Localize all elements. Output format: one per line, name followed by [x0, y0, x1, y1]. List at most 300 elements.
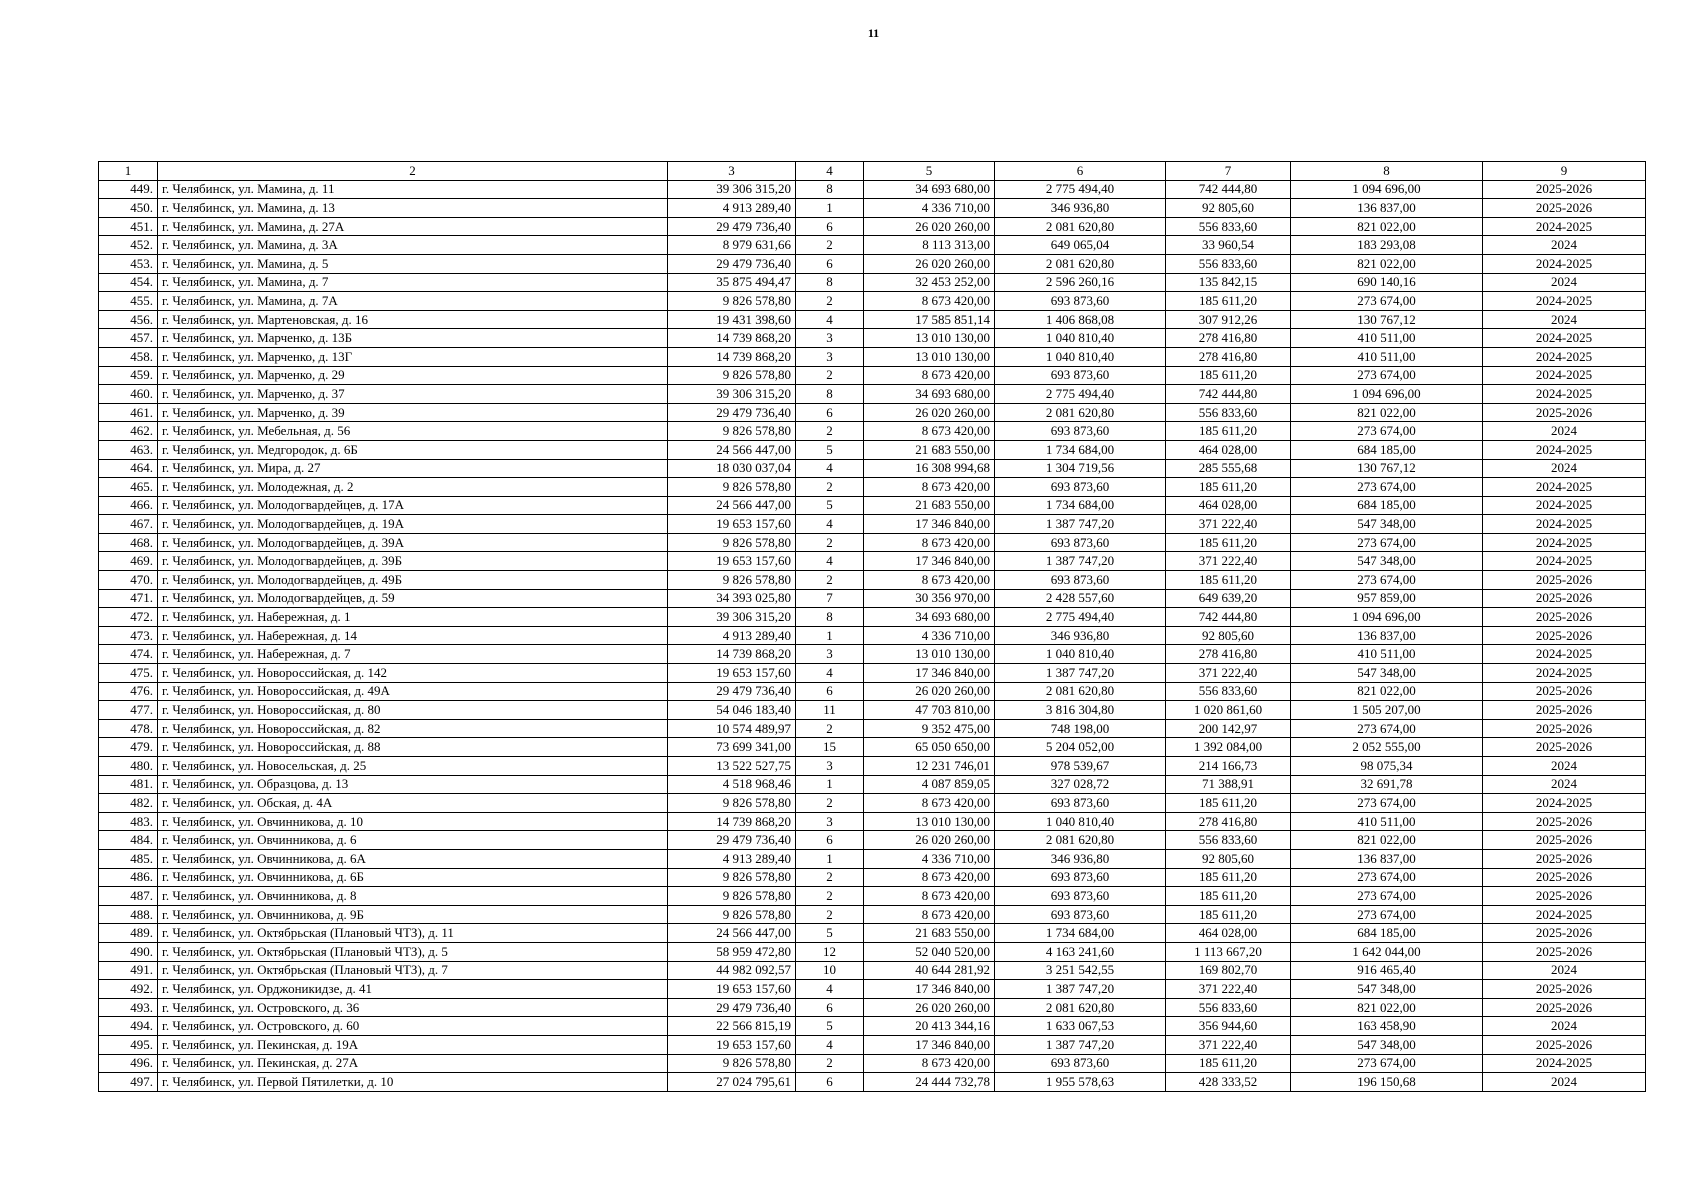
total-cost-cell: 29 479 736,40 — [668, 403, 796, 422]
total-cost-cell: 34 393 025,80 — [668, 589, 796, 608]
cost-cell-6: 693 873,60 — [995, 533, 1166, 552]
period-cell: 2024-2025 — [1483, 515, 1646, 534]
table-row — [99, 998, 1646, 1017]
address-cell: г. Челябинск, ул. Набережная, д. 14 — [158, 626, 668, 645]
total-cost-cell: 19 653 157,60 — [668, 552, 796, 571]
address-cell: г. Челябинск, ул. Орджоникидзе, д. 41 — [158, 980, 668, 999]
cost-cell-6: 1 387 747,20 — [995, 552, 1166, 571]
table-row — [99, 719, 1646, 738]
cost-cell-6: 1 387 747,20 — [995, 1035, 1166, 1054]
address-cell: г. Челябинск, ул. Марченко, д. 29 — [158, 366, 668, 385]
cost-cell-7: 464 028,00 — [1166, 924, 1291, 943]
row-number-cell: 463. — [99, 440, 158, 459]
row-number-cell: 459. — [99, 366, 158, 385]
count-cell: 7 — [796, 589, 864, 608]
period-cell: 2025-2026 — [1483, 849, 1646, 868]
cost-cell-7: 185 611,20 — [1166, 887, 1291, 906]
cost-cell-7: 92 805,60 — [1166, 199, 1291, 218]
cost-cell-5: 24 444 732,78 — [864, 1073, 995, 1092]
table-row — [99, 552, 1646, 571]
cost-cell-6: 693 873,60 — [995, 366, 1166, 385]
cost-cell-8: 130 767,12 — [1291, 310, 1483, 329]
cost-cell-5: 16 308 994,68 — [864, 459, 995, 478]
cost-cell-5: 32 453 252,00 — [864, 273, 995, 292]
total-cost-cell: 9 826 578,80 — [668, 366, 796, 385]
count-cell: 3 — [796, 329, 864, 348]
page-number: 11 — [867, 26, 880, 40]
count-cell: 2 — [796, 719, 864, 738]
period-cell: 2025-2026 — [1483, 812, 1646, 831]
cost-cell-8: 821 022,00 — [1291, 254, 1483, 273]
cost-cell-7: 464 028,00 — [1166, 440, 1291, 459]
total-cost-cell: 44 982 092,57 — [668, 961, 796, 980]
count-cell: 4 — [796, 664, 864, 683]
table-row — [99, 478, 1646, 497]
cost-cell-7: 556 833,60 — [1166, 254, 1291, 273]
cost-cell-7: 185 611,20 — [1166, 366, 1291, 385]
cost-cell-8: 410 511,00 — [1291, 329, 1483, 348]
row-number-cell: 487. — [99, 887, 158, 906]
table-row — [99, 905, 1646, 924]
row-number-cell: 456. — [99, 310, 158, 329]
cost-cell-7: 285 555,68 — [1166, 459, 1291, 478]
cost-cell-6: 2 596 260,16 — [995, 273, 1166, 292]
row-number-cell: 451. — [99, 217, 158, 236]
cost-cell-5: 65 050 650,00 — [864, 738, 995, 757]
cost-cell-7: 464 028,00 — [1166, 496, 1291, 515]
row-number-cell: 461. — [99, 403, 158, 422]
total-cost-cell: 9 826 578,80 — [668, 571, 796, 590]
count-cell: 10 — [796, 961, 864, 980]
cost-cell-6: 2 081 620,80 — [995, 254, 1166, 273]
total-cost-cell: 14 739 868,20 — [668, 812, 796, 831]
cost-cell-7: 1 020 861,60 — [1166, 701, 1291, 720]
address-cell: г. Челябинск, ул. Октябрьская (Плановый ЧТЗ), д. 5 — [158, 942, 668, 961]
cost-cell-8: 273 674,00 — [1291, 1054, 1483, 1073]
cost-cell-7: 135 842,15 — [1166, 273, 1291, 292]
table-row — [99, 757, 1646, 776]
count-cell: 8 — [796, 608, 864, 627]
cost-cell-5: 13 010 130,00 — [864, 645, 995, 664]
cost-cell-6: 693 873,60 — [995, 887, 1166, 906]
cost-cell-8: 273 674,00 — [1291, 887, 1483, 906]
address-cell: г. Челябинск, ул. Набережная, д. 1 — [158, 608, 668, 627]
cost-cell-7: 185 611,20 — [1166, 794, 1291, 813]
cost-cell-8: 1 642 044,00 — [1291, 942, 1483, 961]
cost-cell-6: 2 775 494,40 — [995, 385, 1166, 404]
table-row — [99, 589, 1646, 608]
cost-cell-7: 742 444,80 — [1166, 608, 1291, 627]
cost-cell-7: 307 912,26 — [1166, 310, 1291, 329]
count-cell: 5 — [796, 924, 864, 943]
cost-cell-5: 4 336 710,00 — [864, 849, 995, 868]
address-cell: г. Челябинск, ул. Овчинникова, д. 9Б — [158, 905, 668, 924]
cost-cell-7: 371 222,40 — [1166, 980, 1291, 999]
address-cell: г. Челябинск, ул. Мамина, д. 27А — [158, 217, 668, 236]
count-cell: 8 — [796, 180, 864, 199]
row-number-cell: 452. — [99, 236, 158, 255]
period-cell: 2025-2026 — [1483, 998, 1646, 1017]
period-cell: 2025-2026 — [1483, 831, 1646, 850]
cost-cell-5: 8 673 420,00 — [864, 905, 995, 924]
total-cost-cell: 29 479 736,40 — [668, 217, 796, 236]
cost-cell-6: 2 081 620,80 — [995, 403, 1166, 422]
cost-cell-7: 556 833,60 — [1166, 217, 1291, 236]
cost-cell-8: 273 674,00 — [1291, 478, 1483, 497]
table-row — [99, 254, 1646, 273]
cost-cell-8: 1 094 696,00 — [1291, 608, 1483, 627]
period-cell: 2024-2025 — [1483, 347, 1646, 366]
row-number-cell: 449. — [99, 180, 158, 199]
cost-cell-6: 1 040 810,40 — [995, 329, 1166, 348]
count-cell: 4 — [796, 515, 864, 534]
total-cost-cell: 9 826 578,80 — [668, 1054, 796, 1073]
table-row — [99, 329, 1646, 348]
cost-cell-6: 1 734 684,00 — [995, 440, 1166, 459]
period-cell: 2025-2026 — [1483, 571, 1646, 590]
row-number-cell: 455. — [99, 292, 158, 311]
cost-cell-8: 136 837,00 — [1291, 199, 1483, 218]
cost-cell-5: 34 693 680,00 — [864, 608, 995, 627]
table-row — [99, 292, 1646, 311]
total-cost-cell: 35 875 494,47 — [668, 273, 796, 292]
cost-cell-8: 98 075,34 — [1291, 757, 1483, 776]
period-cell: 2024-2025 — [1483, 292, 1646, 311]
table-row — [99, 1017, 1646, 1036]
cost-cell-7: 185 611,20 — [1166, 905, 1291, 924]
total-cost-cell: 9 826 578,80 — [668, 868, 796, 887]
table-row — [99, 515, 1646, 534]
address-cell: г. Челябинск, ул. Мамина, д. 5 — [158, 254, 668, 273]
cost-cell-8: 410 511,00 — [1291, 347, 1483, 366]
total-cost-cell: 24 566 447,00 — [668, 924, 796, 943]
cost-cell-5: 8 673 420,00 — [864, 868, 995, 887]
address-cell: г. Челябинск, ул. Марченко, д. 39 — [158, 403, 668, 422]
cost-cell-5: 17 346 840,00 — [864, 515, 995, 534]
table-row — [99, 812, 1646, 831]
period-cell: 2024-2025 — [1483, 366, 1646, 385]
table-row — [99, 775, 1646, 794]
period-cell: 2025-2026 — [1483, 682, 1646, 701]
cost-cell-7: 92 805,60 — [1166, 626, 1291, 645]
column-header: 7 — [1166, 162, 1291, 181]
cost-cell-8: 821 022,00 — [1291, 682, 1483, 701]
count-cell: 2 — [796, 533, 864, 552]
row-number-cell: 481. — [99, 775, 158, 794]
table-row — [99, 236, 1646, 255]
cost-cell-5: 13 010 130,00 — [864, 347, 995, 366]
row-number-cell: 477. — [99, 701, 158, 720]
row-number-cell: 453. — [99, 254, 158, 273]
address-cell: г. Челябинск, ул. Молодогвардейцев, д. 17А — [158, 496, 668, 515]
table-row — [99, 571, 1646, 590]
column-header: 6 — [995, 162, 1166, 181]
cost-cell-8: 163 458,90 — [1291, 1017, 1483, 1036]
period-cell: 2024 — [1483, 775, 1646, 794]
table-row — [99, 961, 1646, 980]
cost-cell-7: 278 416,80 — [1166, 329, 1291, 348]
address-cell: г. Челябинск, ул. Обская, д. 4А — [158, 794, 668, 813]
cost-cell-8: 273 674,00 — [1291, 292, 1483, 311]
table-row — [99, 608, 1646, 627]
cost-cell-8: 684 185,00 — [1291, 440, 1483, 459]
address-cell: г. Челябинск, ул. Октябрьская (Плановый ЧТЗ), д. 11 — [158, 924, 668, 943]
table-row — [99, 701, 1646, 720]
cost-cell-7: 278 416,80 — [1166, 812, 1291, 831]
cost-cell-8: 821 022,00 — [1291, 217, 1483, 236]
cost-cell-5: 21 683 550,00 — [864, 440, 995, 459]
cost-cell-6: 1 387 747,20 — [995, 980, 1166, 999]
table-row — [99, 1054, 1646, 1073]
column-header: 9 — [1483, 162, 1646, 181]
cost-cell-5: 4 087 859,05 — [864, 775, 995, 794]
period-cell: 2024-2025 — [1483, 496, 1646, 515]
total-cost-cell: 54 046 183,40 — [668, 701, 796, 720]
total-cost-cell: 58 959 472,80 — [668, 942, 796, 961]
count-cell: 2 — [796, 1054, 864, 1073]
count-cell: 4 — [796, 459, 864, 478]
cost-cell-6: 5 204 052,00 — [995, 738, 1166, 757]
count-cell: 1 — [796, 199, 864, 218]
address-cell: г. Челябинск, ул. Овчинникова, д. 10 — [158, 812, 668, 831]
row-number-cell: 485. — [99, 849, 158, 868]
total-cost-cell: 14 739 868,20 — [668, 329, 796, 348]
address-cell: г. Челябинск, ул. Молодогвардейцев, д. 39А — [158, 533, 668, 552]
table-row — [99, 849, 1646, 868]
address-cell: г. Челябинск, ул. Мамина, д. 7 — [158, 273, 668, 292]
cost-cell-8: 273 674,00 — [1291, 905, 1483, 924]
cost-cell-7: 185 611,20 — [1166, 571, 1291, 590]
address-cell: г. Челябинск, ул. Островского, д. 60 — [158, 1017, 668, 1036]
count-cell: 1 — [796, 626, 864, 645]
table-row — [99, 645, 1646, 664]
address-cell: г. Челябинск, ул. Мамина, д. 13 — [158, 199, 668, 218]
address-cell: г. Челябинск, ул. Новороссийская, д. 142 — [158, 664, 668, 683]
period-cell: 2025-2026 — [1483, 924, 1646, 943]
address-cell: г. Челябинск, ул. Медгородок, д. 6Б — [158, 440, 668, 459]
cost-cell-5: 34 693 680,00 — [864, 385, 995, 404]
cost-cell-6: 693 873,60 — [995, 571, 1166, 590]
cost-cell-6: 346 936,80 — [995, 626, 1166, 645]
cost-cell-8: 273 674,00 — [1291, 868, 1483, 887]
cost-cell-6: 1 387 747,20 — [995, 515, 1166, 534]
cost-cell-6: 1 040 810,40 — [995, 347, 1166, 366]
cost-cell-6: 2 081 620,80 — [995, 831, 1166, 850]
cost-cell-7: 214 166,73 — [1166, 757, 1291, 776]
cost-cell-8: 547 348,00 — [1291, 515, 1483, 534]
table-row — [99, 422, 1646, 441]
total-cost-cell: 4 913 289,40 — [668, 199, 796, 218]
cost-cell-5: 8 673 420,00 — [864, 887, 995, 906]
count-cell: 2 — [796, 887, 864, 906]
row-number-cell: 494. — [99, 1017, 158, 1036]
row-number-cell: 490. — [99, 942, 158, 961]
period-cell: 2024 — [1483, 961, 1646, 980]
count-cell: 15 — [796, 738, 864, 757]
table-row — [99, 1073, 1646, 1092]
cost-cell-6: 649 065,04 — [995, 236, 1166, 255]
cost-cell-7: 556 833,60 — [1166, 682, 1291, 701]
table-row — [99, 199, 1646, 218]
cost-cell-7: 556 833,60 — [1166, 403, 1291, 422]
period-cell: 2025-2026 — [1483, 887, 1646, 906]
period-cell: 2025-2026 — [1483, 719, 1646, 738]
cost-cell-8: 136 837,00 — [1291, 849, 1483, 868]
count-cell: 2 — [796, 868, 864, 887]
cost-cell-5: 4 336 710,00 — [864, 199, 995, 218]
period-cell: 2025-2026 — [1483, 942, 1646, 961]
cost-cell-7: 278 416,80 — [1166, 347, 1291, 366]
row-number-cell: 478. — [99, 719, 158, 738]
row-number-cell: 476. — [99, 682, 158, 701]
table-row — [99, 366, 1646, 385]
row-number-cell: 466. — [99, 496, 158, 515]
total-cost-cell: 29 479 736,40 — [668, 998, 796, 1017]
address-cell: г. Челябинск, ул. Новосельская, д. 25 — [158, 757, 668, 776]
total-cost-cell: 9 826 578,80 — [668, 794, 796, 813]
address-cell: г. Челябинск, ул. Марченко, д. 13Г — [158, 347, 668, 366]
table-row — [99, 533, 1646, 552]
address-cell: г. Челябинск, ул. Овчинникова, д. 8 — [158, 887, 668, 906]
count-cell: 2 — [796, 478, 864, 497]
cost-cell-5: 8 673 420,00 — [864, 422, 995, 441]
cost-cell-5: 17 346 840,00 — [864, 1035, 995, 1054]
table-row — [99, 459, 1646, 478]
total-cost-cell: 39 306 315,20 — [668, 608, 796, 627]
period-cell: 2024-2025 — [1483, 664, 1646, 683]
total-cost-cell: 29 479 736,40 — [668, 682, 796, 701]
table-row — [99, 794, 1646, 813]
total-cost-cell: 4 913 289,40 — [668, 626, 796, 645]
cost-cell-6: 2 775 494,40 — [995, 608, 1166, 627]
cost-cell-6: 3 251 542,55 — [995, 961, 1166, 980]
cost-cell-5: 8 673 420,00 — [864, 478, 995, 497]
cost-cell-6: 1 734 684,00 — [995, 496, 1166, 515]
cost-cell-5: 26 020 260,00 — [864, 831, 995, 850]
address-cell: г. Челябинск, ул. Овчинникова, д. 6Б — [158, 868, 668, 887]
cost-cell-5: 34 693 680,00 — [864, 180, 995, 199]
cost-cell-8: 273 674,00 — [1291, 422, 1483, 441]
count-cell: 3 — [796, 347, 864, 366]
address-cell: г. Челябинск, ул. Пекинская, д. 27А — [158, 1054, 668, 1073]
count-cell: 8 — [796, 385, 864, 404]
table-row — [99, 738, 1646, 757]
address-cell: г. Челябинск, ул. Новороссийская, д. 80 — [158, 701, 668, 720]
total-cost-cell: 9 826 578,80 — [668, 422, 796, 441]
cost-cell-7: 71 388,91 — [1166, 775, 1291, 794]
row-number-cell: 493. — [99, 998, 158, 1017]
period-cell: 2024 — [1483, 757, 1646, 776]
cost-cell-5: 12 231 746,01 — [864, 757, 995, 776]
table-row — [99, 310, 1646, 329]
cost-cell-7: 185 611,20 — [1166, 533, 1291, 552]
count-cell: 4 — [796, 310, 864, 329]
total-cost-cell: 9 826 578,80 — [668, 478, 796, 497]
address-cell: г. Челябинск, ул. Мамина, д. 11 — [158, 180, 668, 199]
cost-cell-6: 693 873,60 — [995, 794, 1166, 813]
period-cell: 2024-2025 — [1483, 329, 1646, 348]
row-number-cell: 458. — [99, 347, 158, 366]
cost-cell-7: 371 222,40 — [1166, 1035, 1291, 1054]
cost-cell-5: 26 020 260,00 — [864, 217, 995, 236]
cost-cell-8: 273 674,00 — [1291, 366, 1483, 385]
count-cell: 5 — [796, 496, 864, 515]
period-cell: 2025-2026 — [1483, 608, 1646, 627]
count-cell: 2 — [796, 794, 864, 813]
period-cell: 2024-2025 — [1483, 217, 1646, 236]
cost-cell-5: 21 683 550,00 — [864, 924, 995, 943]
row-number-cell: 474. — [99, 645, 158, 664]
count-cell: 4 — [796, 1035, 864, 1054]
table-row — [99, 347, 1646, 366]
count-cell: 6 — [796, 998, 864, 1017]
cost-cell-8: 1 094 696,00 — [1291, 180, 1483, 199]
period-cell: 2024-2025 — [1483, 552, 1646, 571]
cost-cell-6: 978 539,67 — [995, 757, 1166, 776]
cost-cell-7: 371 222,40 — [1166, 515, 1291, 534]
count-cell: 2 — [796, 236, 864, 255]
cost-cell-6: 2 428 557,60 — [995, 589, 1166, 608]
count-cell: 2 — [796, 366, 864, 385]
count-cell: 6 — [796, 682, 864, 701]
header-row — [99, 162, 1646, 181]
cost-cell-5: 8 673 420,00 — [864, 292, 995, 311]
cost-cell-8: 196 150,68 — [1291, 1073, 1483, 1092]
row-number-cell: 464. — [99, 459, 158, 478]
row-number-cell: 491. — [99, 961, 158, 980]
column-header: 8 — [1291, 162, 1483, 181]
cost-cell-7: 185 611,20 — [1166, 478, 1291, 497]
table-row — [99, 868, 1646, 887]
period-cell: 2025-2026 — [1483, 180, 1646, 199]
total-cost-cell: 14 739 868,20 — [668, 347, 796, 366]
cost-cell-8: 684 185,00 — [1291, 496, 1483, 515]
table-row — [99, 273, 1646, 292]
cost-cell-8: 273 674,00 — [1291, 719, 1483, 738]
cost-cell-7: 356 944,60 — [1166, 1017, 1291, 1036]
address-cell: г. Челябинск, ул. Пекинская, д. 19А — [158, 1035, 668, 1054]
cost-cell-6: 346 936,80 — [995, 199, 1166, 218]
total-cost-cell: 13 522 527,75 — [668, 757, 796, 776]
row-number-cell: 465. — [99, 478, 158, 497]
row-number-cell: 495. — [99, 1035, 158, 1054]
cost-cell-5: 26 020 260,00 — [864, 998, 995, 1017]
count-cell: 4 — [796, 980, 864, 999]
period-cell: 2025-2026 — [1483, 738, 1646, 757]
total-cost-cell: 22 566 815,19 — [668, 1017, 796, 1036]
table-row — [99, 1035, 1646, 1054]
row-number-cell: 488. — [99, 905, 158, 924]
cost-cell-8: 273 674,00 — [1291, 571, 1483, 590]
cost-cell-5: 26 020 260,00 — [864, 682, 995, 701]
address-cell: г. Челябинск, ул. Овчинникова, д. 6А — [158, 849, 668, 868]
period-cell: 2024-2025 — [1483, 533, 1646, 552]
count-cell: 3 — [796, 812, 864, 831]
cost-cell-6: 693 873,60 — [995, 868, 1166, 887]
count-cell: 6 — [796, 217, 864, 236]
period-cell: 2024-2025 — [1483, 254, 1646, 273]
cost-cell-5: 40 644 281,92 — [864, 961, 995, 980]
count-cell: 6 — [796, 831, 864, 850]
cost-cell-7: 371 222,40 — [1166, 552, 1291, 571]
period-cell: 2024-2025 — [1483, 385, 1646, 404]
cost-cell-5: 8 673 420,00 — [864, 794, 995, 813]
column-header: 3 — [668, 162, 796, 181]
cost-cell-8: 547 348,00 — [1291, 664, 1483, 683]
total-cost-cell: 27 024 795,61 — [668, 1073, 796, 1092]
cost-cell-8: 684 185,00 — [1291, 924, 1483, 943]
total-cost-cell: 19 653 157,60 — [668, 515, 796, 534]
